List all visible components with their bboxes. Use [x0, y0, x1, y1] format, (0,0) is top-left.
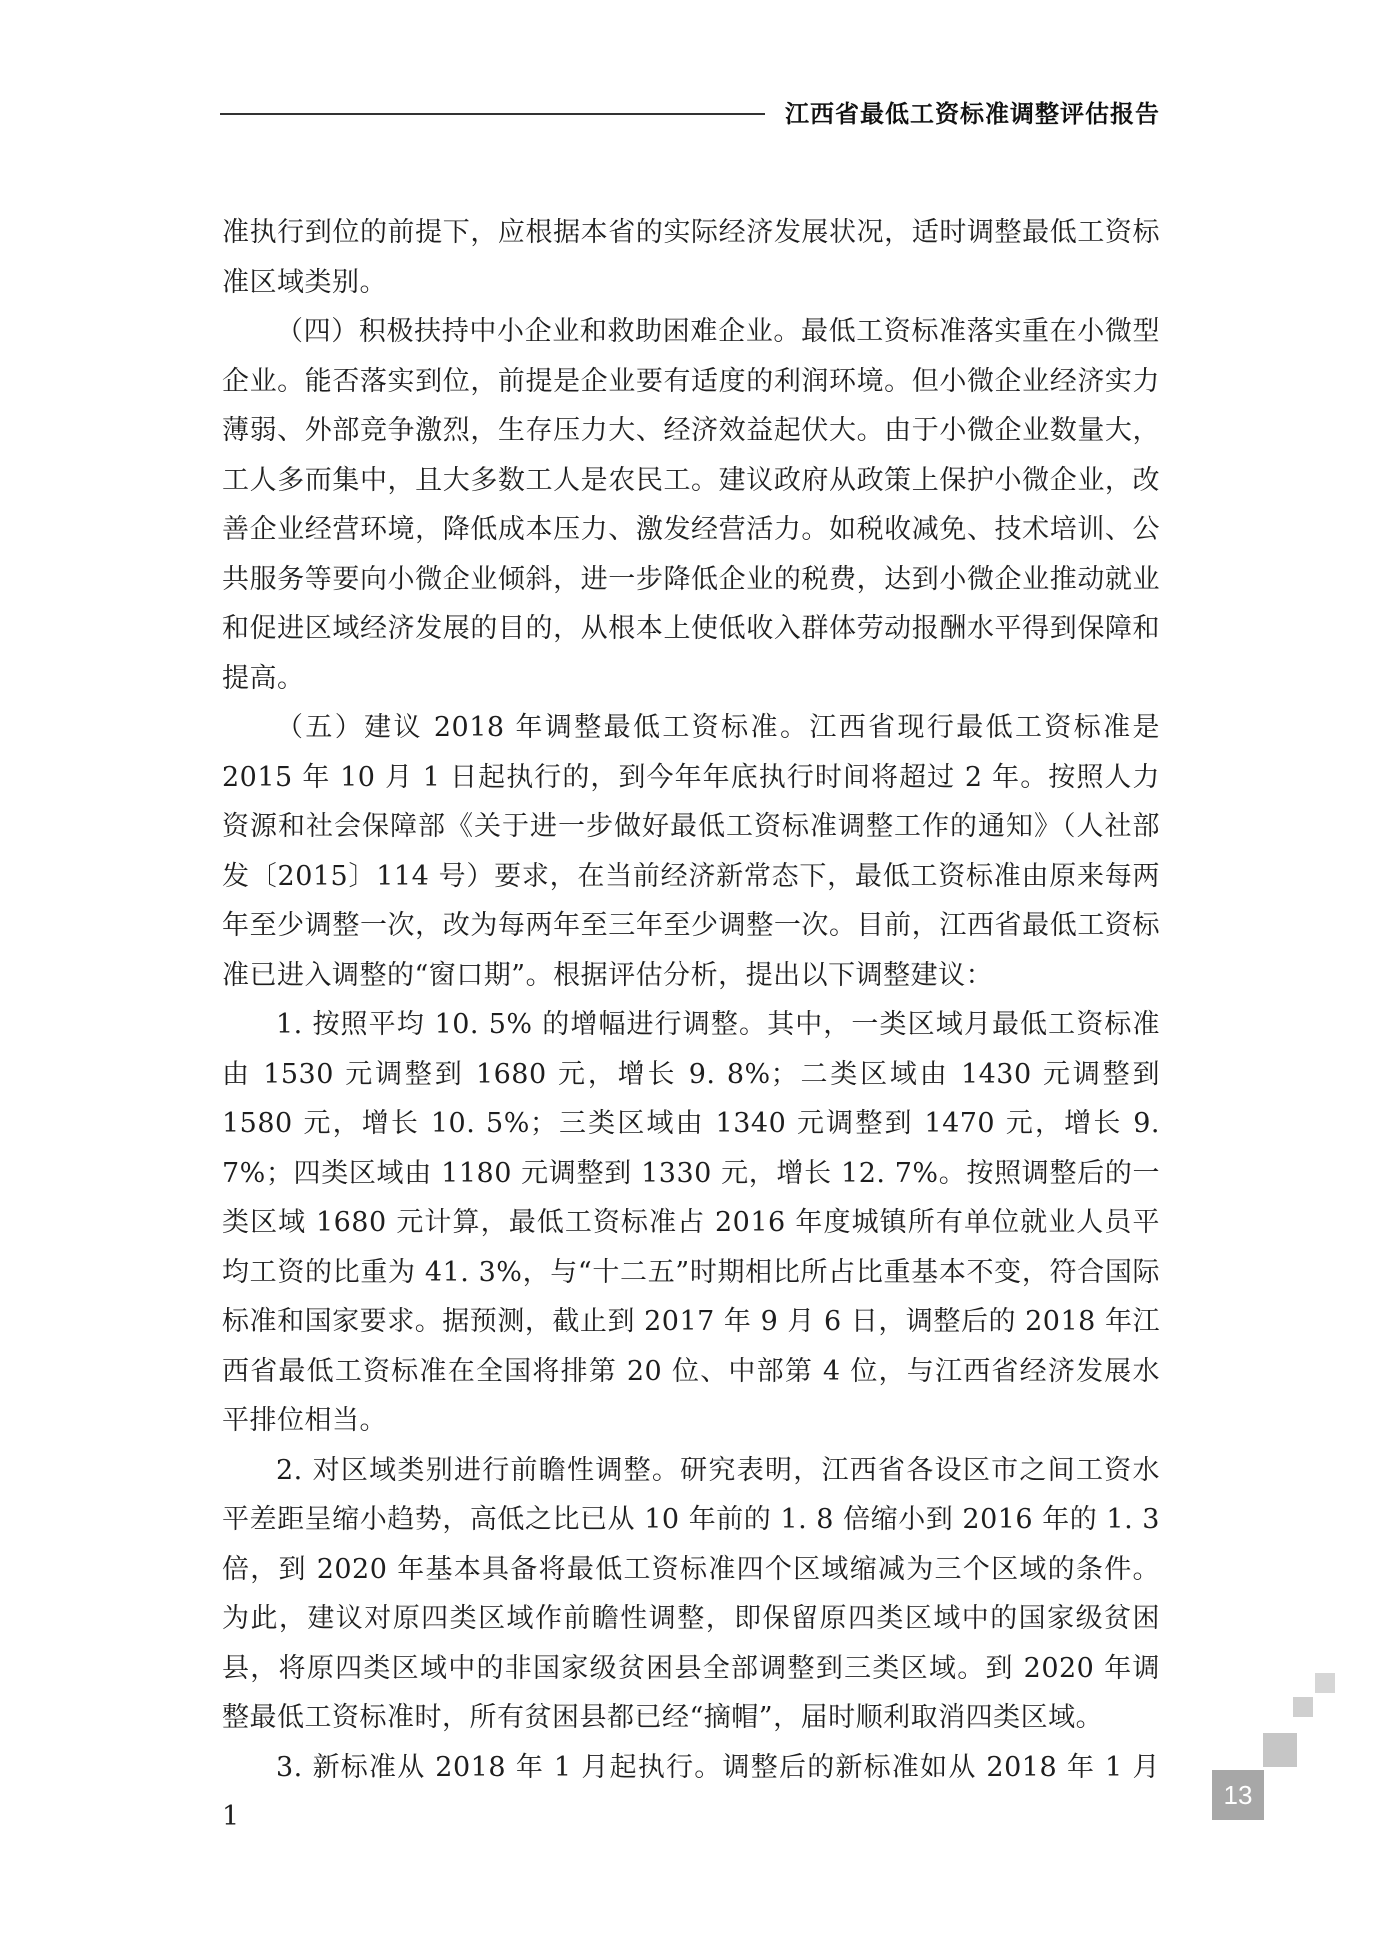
- decorative-square: [1293, 1697, 1313, 1717]
- paragraph-item-3: 3. 新标准从 2018 年 1 月起执行。调整后的新标准如从 2018 年 1 月 1: [222, 1751, 1160, 1832]
- paragraph-section-5: （五）建议 2018 年调整最低工资标准。江西省现行最低工资标准是 2015 年 10 月 1 日起执行的，到今年年底执行时间将超过 2 年。按照人力资源和社会保障部《关于进一步做好最低工资标准调整工作的通知》（人社部发〔2015〕114 号）要求，在当前经济新常态下，最低工资标准由原来每两年至少调整一次，改为每两年至三年至少调整一次。目前，江西省最低工资标准已进入调整的“窗口期”。根据评估分析，提出以下调整建议：: [222, 712, 1160, 991]
- page-number-badge: [1212, 1770, 1264, 1820]
- body-text: [222, 208, 1160, 1842]
- paragraph-continuation: 准执行到位的前提下，应根据本省的实际经济发展状况，适时调整最低工资标准区域类别。: [222, 217, 1160, 298]
- decorative-square: [1263, 1733, 1297, 1767]
- page-number: 13: [1223, 1779, 1253, 1810]
- paragraph-item-1: 1. 按照平均 10. 5% 的增幅进行调整。其中，一类区域月最低工资标准由 1530 元调整到 1680 元，增长 9. 8%；二类区域由 1430 元调整到 1580 元，增长 10. 5%；三类区域由 1340 元调整到 1470 元，增长 9. 7%；四类区域由 1180 元调整到 1330 元，增长 12. 7%。按照调整后的一类区域 1680 元计算，最低工资标准占 2016 年度城镇所有单位就业人员平均工资的比重为 41. 3%，与“十二五”时期相比所占比重基本不变，符合国际标准和国家要求。据预测，截止到 2017 年 9 月 6 日，调整后的 2018 年江西省最低工资标准在全国将排第 20 位、中部第 4 位，与江西省经济发展水平排位相当。: [222, 1009, 1160, 1436]
- paragraph-item-2: 2. 对区域类别进行前瞻性调整。研究表明，江西省各设区市之间工资水平差距呈缩小趋势，高低之比已从 10 年前的 1. 8 倍缩小到 2016 年的 1. 3 倍，到 2020 年基本具备将最低工资标准四个区域缩减为三个区域的条件。为此，建议对原四类区域作前瞻性调整，即保留原四类区域中的国家级贫困县，将原四类区域中的非国家级贫困县全部调整到三类区域。到 2020 年调整最低工资标准时，所有贫困县都已经“摘帽”，届时顺利取消四类区域。: [222, 1454, 1160, 1733]
- running-header-title: 江西省最低工资标准调整评估报告: [785, 100, 1160, 128]
- header-rule: [220, 113, 765, 115]
- decorative-square: [1315, 1673, 1335, 1693]
- paragraph-section-4: （四）积极扶持中小企业和救助困难企业。最低工资标准落实重在小微型企业。能否落实到位，前提是企业要有适度的利润环境。但小微企业经济实力薄弱、外部竞争激烈，生存压力大、经济效益起伏大。由于小微企业数量大，工人多而集中，且大多数工人是农民工。建议政府从政策上保护小微企业，改善企业经营环境，降低成本压力、激发经营活力。如税收减免、技术培训、公共服务等要向小微企业倾斜，进一步降低企业的税费，达到小微企业推动就业和促进区域经济发展的目的，从根本上使低收入群体劳动报酬水平得到保障和提高。: [222, 316, 1160, 694]
